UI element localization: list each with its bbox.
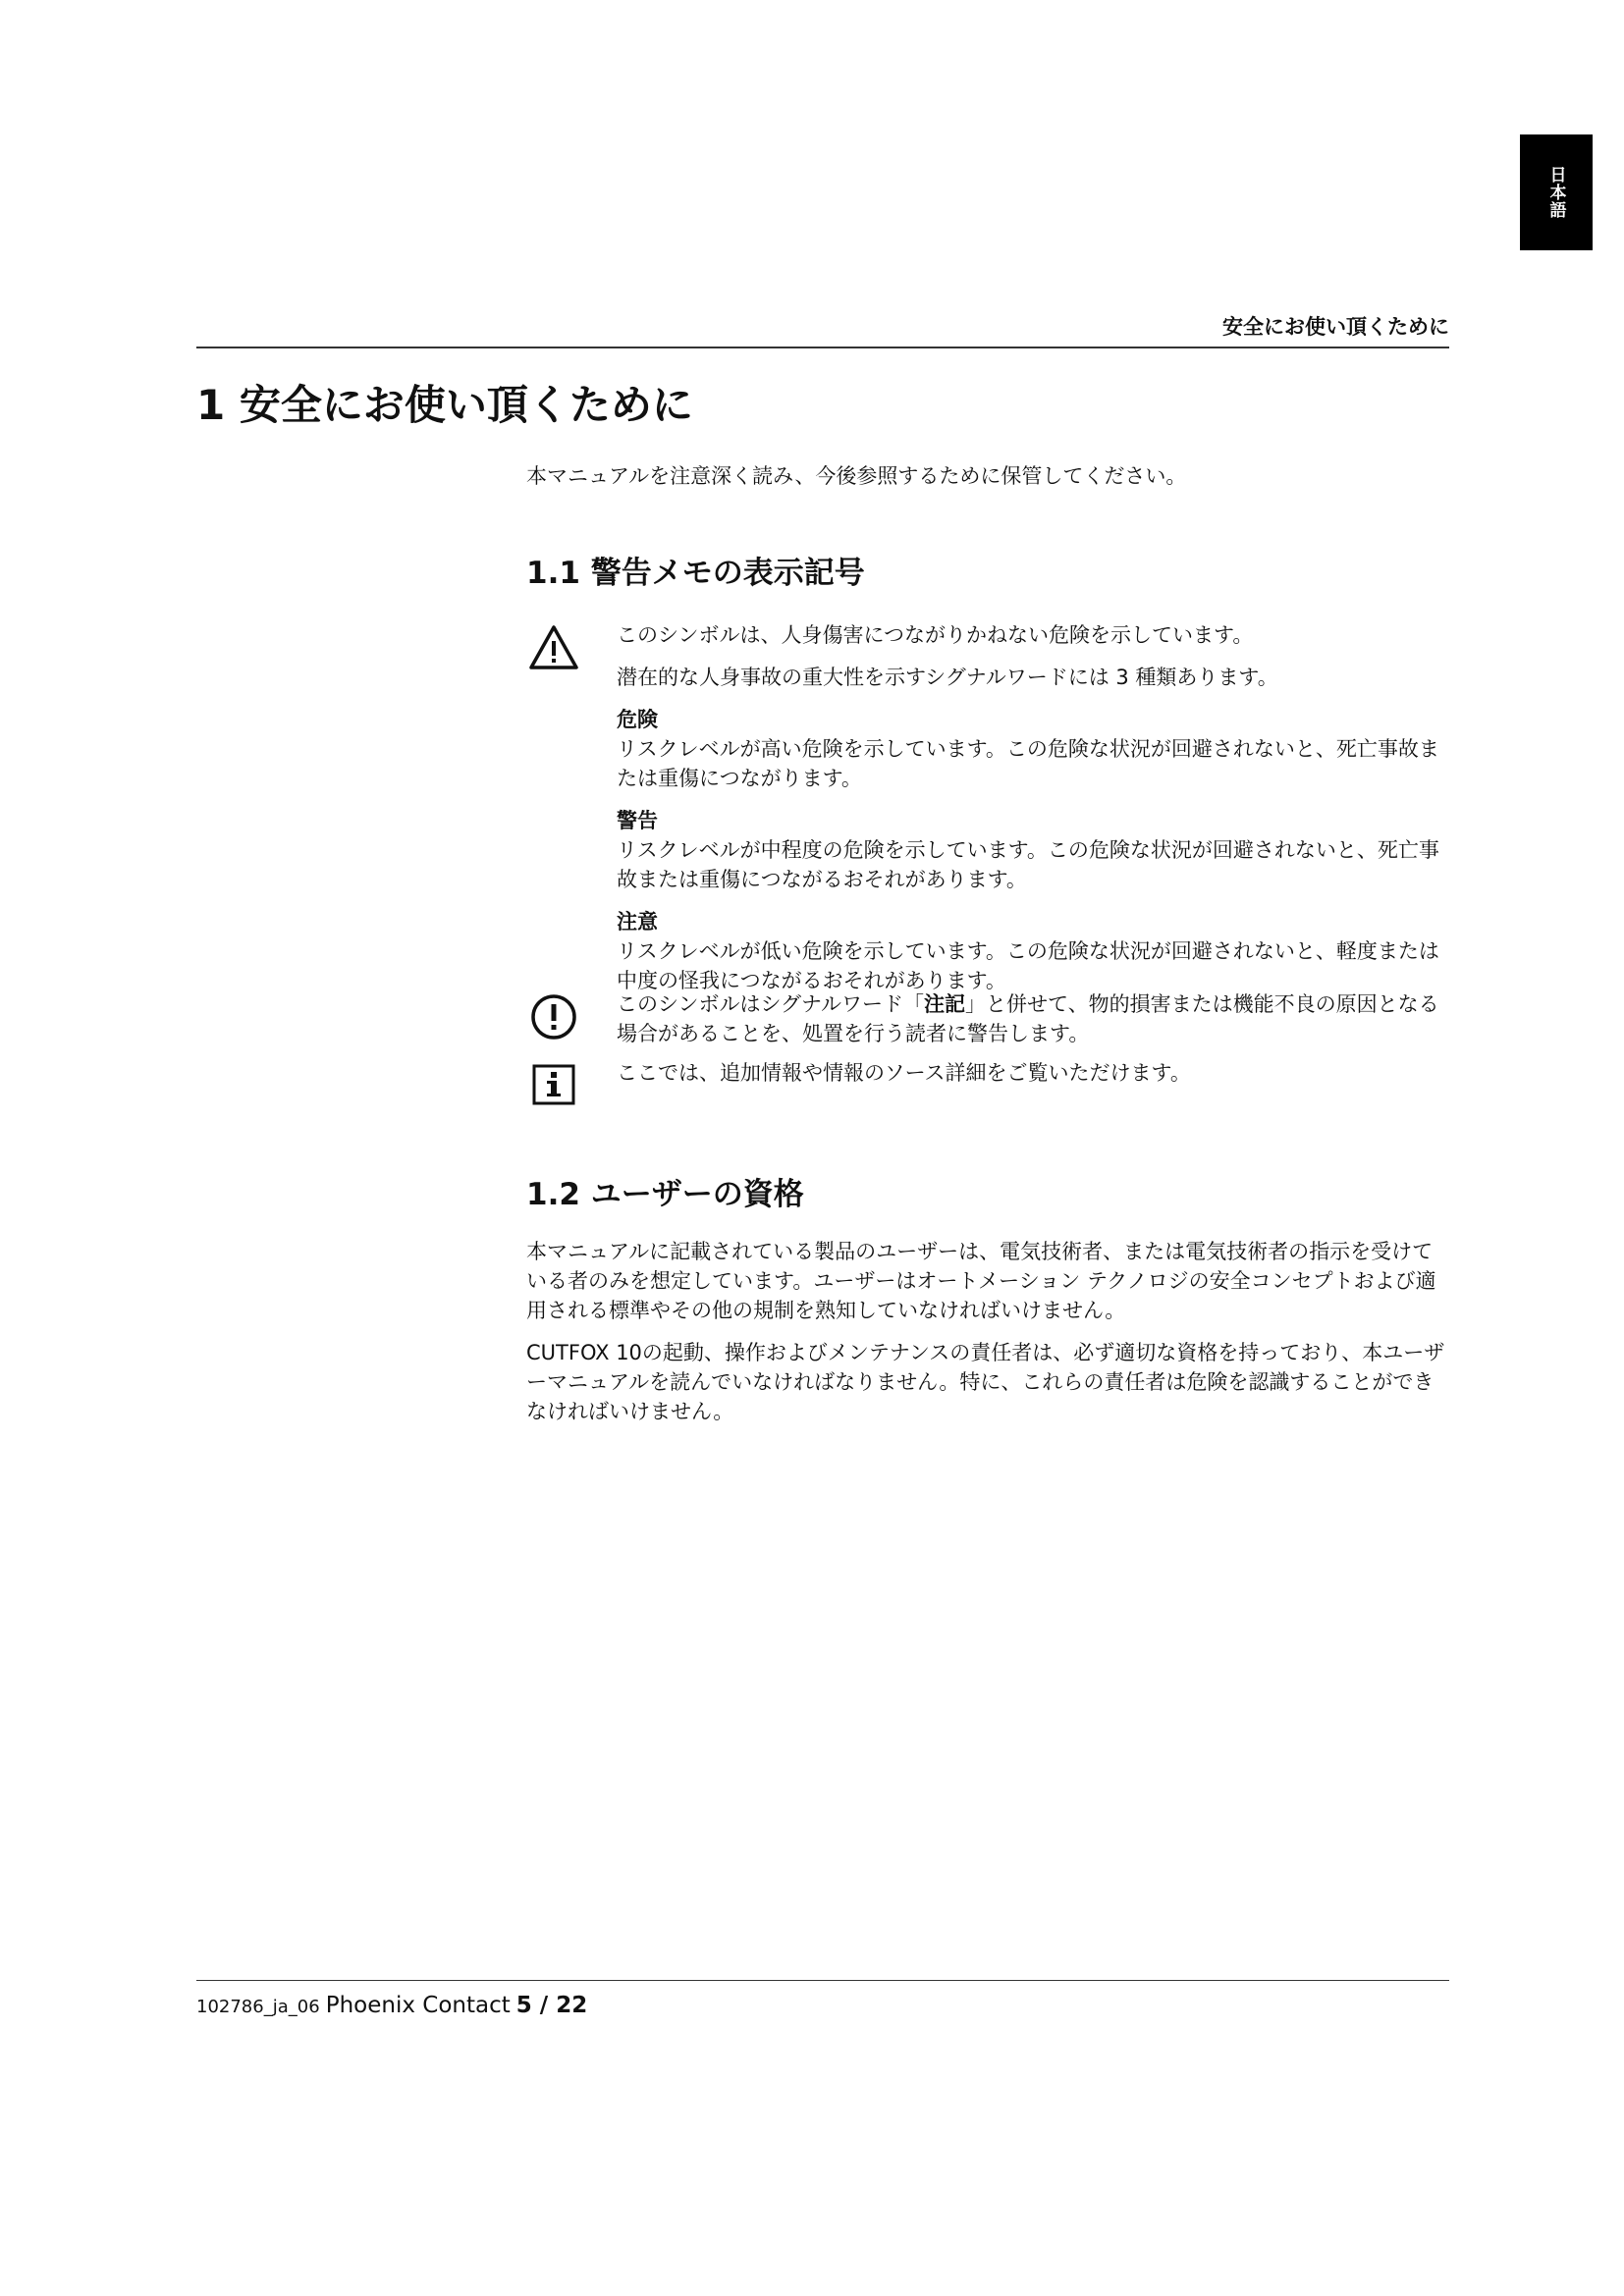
warning-term: 警告: [617, 809, 658, 832]
warning-line-2: 潜在的な人身事故の重大性を示すシグナルワードには 3 種類あります。: [617, 666, 1278, 689]
footer-divider: [196, 1980, 1449, 1981]
brand-name: Phoenix Contact: [325, 1993, 511, 2018]
qualification-para-1: 本マニュアルに記載されている製品のユーザーは、電気技術者、または電気技術者の指示を受けている者のみを想定しています。ユーザーはオートメーション テクノロジの安全コンセプトおよび適用される標準やその他の規制を熟知していなければいけません。: [526, 1240, 1436, 1322]
info-box-icon: [526, 1056, 581, 1111]
chapter-title: 1 安全にお使い頂くために: [196, 381, 693, 429]
notice-text-after: 」と併せて、物的損害または機能不良の原因となる場合があることを、処置を行う読者に警告します。: [617, 992, 1439, 1045]
qualification-para-2: CUTFOX 10の起動、操作およびメンテナンスの責任者は、必ず適切な資格を持っており、本ユーザーマニュアルを読んでいなければなりません。特に、これらの責任者は危険を認識することができなければいけません。: [526, 1341, 1445, 1423]
caution-term: 注意: [617, 910, 658, 934]
qualification-block: [526, 1237, 1449, 1426]
language-tab[interactable]: [1520, 134, 1593, 250]
info-text: ここでは、追加情報や情報のソース詳細をご覧いただけます。: [617, 1061, 1191, 1085]
doc-id: 102786_ja_06: [196, 1997, 320, 2017]
intro-text: 本マニュアルを注意深く読み、今後参照するために保管してください。: [526, 464, 1187, 488]
danger-term: 危険: [617, 708, 658, 731]
caution-text: リスクレベルが低い危険を示しています。この危険な状況が回避されないと、軽度または中度の怪我につながるおそれがあります。: [617, 939, 1439, 992]
warning-line-1: このシンボルは、人身傷害につながりかねない危険を示しています。: [617, 623, 1254, 647]
notice-text: [617, 989, 1449, 1048]
section-1-2-title: 1.2 ユーザーの資格: [526, 1177, 804, 1212]
header-divider: [196, 347, 1449, 348]
exclamation-circle-icon: [526, 989, 581, 1044]
footer: [196, 1993, 587, 2018]
intro-block: [526, 461, 1449, 491]
notice-text-before: このシンボルはシグナルワード「: [617, 992, 925, 1016]
page-number: 5 / 22: [515, 1993, 588, 2018]
notice-signal-word: 注記: [924, 992, 966, 1016]
running-header: 安全にお使い頂くために: [1222, 315, 1449, 339]
danger-text: リスクレベルが高い危険を示しています。この危険な状況が回避されないと、死亡事故または重傷につながります。: [617, 737, 1439, 790]
language-tab-label: 日本語: [1545, 166, 1566, 219]
section-1-1-title: 1.1 警告メモの表示記号: [526, 556, 865, 591]
warning-text: リスクレベルが中程度の危険を示しています。この危険な状況が回避されないと、死亡事故または重傷につながるおそれがあります。: [617, 838, 1439, 891]
warning-triangle-icon: [526, 620, 581, 675]
